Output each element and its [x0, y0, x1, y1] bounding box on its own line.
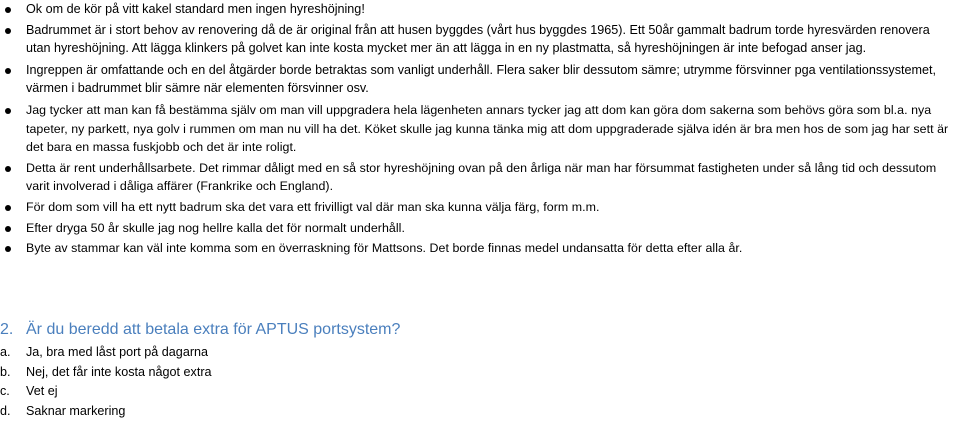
comment-text: Ingreppen är omfattande och en del åtgärder borde betraktas som vanligt underhåll. Flera saker blir dessutom sämre; utrymme försvinner pga ventilationssystemet, värmen i badrummet blir sämre när elementen försvinner osv.	[26, 62, 937, 96]
comment-text: För dom som vill ha ett nytt badrum ska det vara ett frivilligt val där man ska kunna välja färg, form m.m.	[26, 199, 600, 214]
comment-item	[0, 198, 959, 217]
answer-text: Vet ej	[26, 384, 58, 398]
bullet-icon	[5, 28, 11, 34]
bullet-icon	[5, 166, 11, 172]
question-text: Är du beredd att betala extra för APTUS portsystem?	[26, 321, 401, 338]
answer-letter: b.	[0, 364, 11, 379]
comment-text: Detta är rent underhållsarbete. Det rimmar dåligt med en så stor hyreshöjning ovan på den årliga när man har försummat fastigheten under så lång tid och dessutom varit involverad i dåliga affärer (Frankrike och England).	[26, 160, 937, 194]
bullet-icon	[5, 246, 11, 252]
answer-text: Ja, bra med låst port på dagarna	[26, 345, 209, 359]
answer-option	[0, 343, 212, 363]
comment-text: Byte av stammar kan väl inte komma som en överraskning för Mattsons. Det borde finnas medel undansatta för detta efter alla år.	[26, 241, 743, 256]
comment-text: Jag tycker att man kan få bestämma själv om man vill uppgradera hela lägenheten annars tycker jag att dom kan göra dom sakerna som behövs göra som bl.a. nya tapeter, ny parkett, nya golv i rummen om man nu vill ha det. Köket skulle jag kunna tänka mig att dom uppgraderade själva idén är bra men hos de som jag har sett är det bara en massa fuskjobb och det är inte roligt.	[26, 102, 949, 155]
comment-text: Efter dryga 50 år skulle jag nog hellre kalla det för normalt underhåll.	[26, 220, 405, 235]
bullet-icon	[5, 68, 11, 74]
comment-text: Ok om de kör på vitt kakel standard men ingen hyreshöjning!	[26, 2, 365, 16]
comment-text: Badrummet är i stort behov av renovering då de är original från att husen byggdes (vårt hus byggdes 1965). Ett 50år gammalt badrum torde hyresvärden renovera utan hyreshöjning. Att lägga klinkers på golvet kan inte kosta mycket mer än att lägga in en ny plastmatta, så hyreshöjningen är inte befogad anser jag.	[26, 22, 930, 56]
answer-option	[0, 382, 212, 402]
question-number: 2.	[0, 321, 14, 338]
answer-letter: c.	[0, 384, 10, 398]
answer-option	[0, 402, 212, 422]
comment-item	[0, 21, 959, 58]
answer-text: Nej, det får inte kosta något extra	[26, 364, 212, 379]
question-heading	[0, 318, 400, 342]
answer-option	[0, 363, 212, 383]
bullet-icon	[5, 7, 11, 13]
comment-item	[0, 61, 959, 98]
bullet-icon	[5, 205, 11, 211]
answer-letter: a.	[0, 345, 11, 359]
answer-text: Saknar markering	[26, 403, 126, 418]
comment-item	[0, 159, 959, 196]
comment-item	[0, 0, 959, 19]
answer-letter: d.	[0, 403, 11, 418]
bullet-icon	[5, 226, 11, 232]
comment-item	[0, 239, 959, 258]
bullet-icon	[5, 108, 11, 114]
answer-list	[0, 343, 212, 421]
comment-item	[0, 219, 959, 238]
comment-item	[0, 101, 959, 157]
